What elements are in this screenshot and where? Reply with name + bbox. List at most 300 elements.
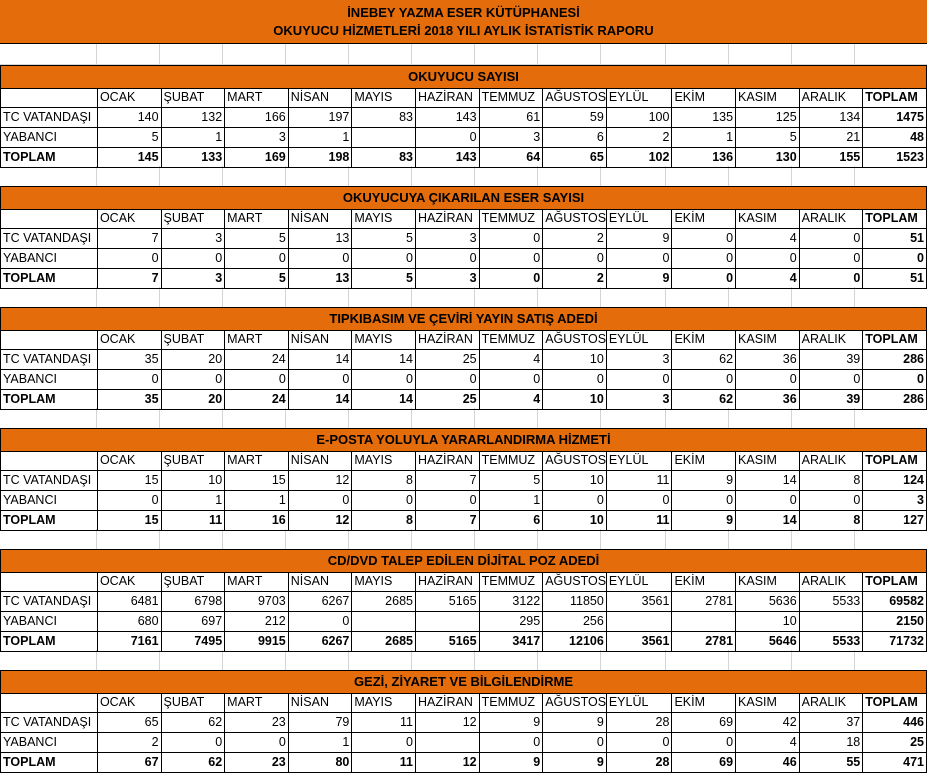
value-cell: 3 <box>479 128 543 148</box>
value-cell: 25 <box>863 733 927 753</box>
value-cell: 697 <box>161 612 225 632</box>
column-header: KASIM <box>736 572 800 592</box>
value-cell: 21 <box>799 128 863 148</box>
value-cell: 5 <box>352 269 416 289</box>
value-cell: 7495 <box>161 632 225 652</box>
value-cell: 286 <box>863 350 927 370</box>
column-header: NİSAN <box>288 451 352 471</box>
corner-cell <box>1 572 98 592</box>
value-cell: 0 <box>225 249 289 269</box>
value-cell: 9 <box>606 229 672 249</box>
value-cell: 14 <box>288 390 352 410</box>
value-cell: 3 <box>606 350 672 370</box>
column-header: ARALIK <box>799 330 863 350</box>
value-cell: 25 <box>415 390 479 410</box>
column-header: HAZİRAN <box>415 88 479 108</box>
value-cell: 8 <box>352 471 416 491</box>
value-cell: 100 <box>606 108 672 128</box>
value-cell: 2685 <box>352 632 416 652</box>
column-header: ŞUBAT <box>161 693 225 713</box>
row-label: TOPLAM <box>1 269 98 289</box>
value-cell: 14 <box>288 350 352 370</box>
value-cell: 143 <box>415 108 479 128</box>
value-cell: 0 <box>97 249 161 269</box>
value-cell: 0 <box>672 249 736 269</box>
column-header: EYLÜL <box>606 451 672 471</box>
value-cell: 20 <box>161 390 225 410</box>
value-cell: 4 <box>479 350 543 370</box>
value-cell: 80 <box>288 753 352 773</box>
value-cell: 140 <box>97 108 161 128</box>
table-row <box>1 370 927 390</box>
value-cell: 59 <box>543 108 607 128</box>
value-cell: 28 <box>606 713 672 733</box>
row-label: TOPLAM <box>1 511 98 531</box>
row-label: TOPLAM <box>1 632 98 652</box>
value-cell: 7161 <box>97 632 161 652</box>
value-cell: 9 <box>543 753 607 773</box>
value-cell: 0 <box>225 370 289 390</box>
value-cell: 0 <box>415 491 479 511</box>
value-cell: 102 <box>606 148 672 168</box>
value-cell: 10 <box>543 350 607 370</box>
value-cell: 11850 <box>543 592 607 612</box>
value-cell: 0 <box>288 249 352 269</box>
value-cell: 10 <box>543 390 607 410</box>
value-cell: 3 <box>606 390 672 410</box>
value-cell: 10 <box>543 511 607 531</box>
value-cell: 1 <box>225 491 289 511</box>
column-header: MART <box>225 330 289 350</box>
value-cell: 62 <box>672 350 736 370</box>
spacer-row <box>0 650 927 671</box>
value-cell: 0 <box>479 269 543 289</box>
column-header: ŞUBAT <box>161 88 225 108</box>
value-cell: 1523 <box>863 148 927 168</box>
value-cell: 0 <box>672 370 736 390</box>
spacer-row <box>0 408 927 429</box>
row-label: YABANCI <box>1 491 98 511</box>
row-label: TC VATANDAŞI <box>1 229 98 249</box>
value-cell: 3 <box>415 229 479 249</box>
value-cell: 12 <box>288 471 352 491</box>
value-cell <box>415 612 479 632</box>
column-header: MART <box>225 88 289 108</box>
value-cell: 1 <box>288 128 352 148</box>
value-cell: 0 <box>161 249 225 269</box>
value-cell: 16 <box>225 511 289 531</box>
value-cell: 8 <box>799 511 863 531</box>
report-header <box>0 0 927 44</box>
value-cell: 286 <box>863 390 927 410</box>
value-cell: 0 <box>225 733 289 753</box>
column-header: OCAK <box>97 330 161 350</box>
column-header: KASIM <box>736 451 800 471</box>
value-cell: 69 <box>672 713 736 733</box>
row-label: YABANCI <box>1 249 98 269</box>
corner-cell <box>1 88 98 108</box>
value-cell: 51 <box>863 229 927 249</box>
month-header-row <box>1 572 927 592</box>
value-cell: 0 <box>736 249 800 269</box>
column-header: MAYIS <box>352 330 416 350</box>
value-cell: 169 <box>225 148 289 168</box>
column-header: MART <box>225 209 289 229</box>
row-label: TC VATANDAŞI <box>1 713 98 733</box>
value-cell: 61 <box>479 108 543 128</box>
value-cell: 11 <box>606 511 672 531</box>
value-cell <box>352 128 416 148</box>
value-cell: 11 <box>606 471 672 491</box>
row-label: YABANCI <box>1 612 98 632</box>
value-cell: 2781 <box>672 632 736 652</box>
value-cell: 0 <box>479 249 543 269</box>
value-cell: 5 <box>225 269 289 289</box>
value-cell: 42 <box>736 713 800 733</box>
column-header: HAZİRAN <box>415 209 479 229</box>
row-label: TC VATANDAŞI <box>1 350 98 370</box>
corner-cell <box>1 693 98 713</box>
value-cell: 36 <box>736 350 800 370</box>
spacer-row <box>0 44 927 65</box>
column-header: AĞUSTOS <box>543 330 607 350</box>
value-cell: 35 <box>97 350 161 370</box>
value-cell: 37 <box>799 713 863 733</box>
column-header: HAZİRAN <box>415 693 479 713</box>
value-cell: 14 <box>736 511 800 531</box>
value-cell: 2781 <box>672 592 736 612</box>
value-cell: 11 <box>352 753 416 773</box>
column-header: EKİM <box>672 451 736 471</box>
value-cell: 10 <box>161 471 225 491</box>
value-cell: 1 <box>161 128 225 148</box>
column-header: TOPLAM <box>863 330 927 350</box>
value-cell: 2685 <box>352 592 416 612</box>
value-cell: 6798 <box>161 592 225 612</box>
value-cell <box>672 612 736 632</box>
value-cell: 25 <box>415 350 479 370</box>
column-header: TEMMUZ <box>479 572 543 592</box>
value-cell: 0 <box>415 128 479 148</box>
column-header: MART <box>225 572 289 592</box>
value-cell: 9 <box>672 471 736 491</box>
value-cell: 0 <box>799 229 863 249</box>
value-cell: 3 <box>863 491 927 511</box>
stats-table <box>0 330 927 410</box>
value-cell: 0 <box>736 370 800 390</box>
table-row <box>1 148 927 168</box>
column-header: ARALIK <box>799 209 863 229</box>
value-cell: 7 <box>97 269 161 289</box>
column-header: TOPLAM <box>863 693 927 713</box>
spacer-row <box>0 166 927 187</box>
column-header: ARALIK <box>799 88 863 108</box>
column-header: TOPLAM <box>863 88 927 108</box>
value-cell: 39 <box>799 390 863 410</box>
table-row <box>1 713 927 733</box>
column-header: TOPLAM <box>863 572 927 592</box>
value-cell: 135 <box>672 108 736 128</box>
spacer-row <box>0 287 927 308</box>
value-cell: 6267 <box>288 592 352 612</box>
month-header-row <box>1 209 927 229</box>
value-cell: 2 <box>543 229 607 249</box>
corner-cell <box>1 451 98 471</box>
value-cell: 3122 <box>479 592 543 612</box>
column-header: ARALIK <box>799 693 863 713</box>
column-header: EKİM <box>672 330 736 350</box>
value-cell: 12 <box>288 511 352 531</box>
table-row <box>1 128 927 148</box>
column-header: TEMMUZ <box>479 451 543 471</box>
value-cell: 6 <box>479 511 543 531</box>
column-header: ŞUBAT <box>161 572 225 592</box>
value-cell: 3 <box>161 229 225 249</box>
column-header: MART <box>225 451 289 471</box>
value-cell: 9 <box>543 713 607 733</box>
value-cell: 197 <box>288 108 352 128</box>
corner-cell <box>1 209 98 229</box>
table-row <box>1 632 927 652</box>
value-cell: 5636 <box>736 592 800 612</box>
value-cell: 0 <box>415 370 479 390</box>
value-cell: 79 <box>288 713 352 733</box>
value-cell: 18 <box>799 733 863 753</box>
value-cell: 0 <box>606 733 672 753</box>
column-header: MAYIS <box>352 451 416 471</box>
value-cell: 1475 <box>863 108 927 128</box>
value-cell: 0 <box>479 370 543 390</box>
section-title: GEZİ, ZİYARET VE BİLGİLENDİRME <box>0 670 927 694</box>
value-cell: 133 <box>161 148 225 168</box>
value-cell: 83 <box>352 148 416 168</box>
value-cell: 7 <box>415 471 479 491</box>
section-title: OKUYUCUYA ÇIKARILAN ESER SAYISI <box>0 186 927 210</box>
value-cell: 0 <box>543 370 607 390</box>
stats-table <box>0 209 927 289</box>
table-row <box>1 350 927 370</box>
column-header: TEMMUZ <box>479 330 543 350</box>
value-cell: 5533 <box>799 592 863 612</box>
value-cell: 6 <box>543 128 607 148</box>
value-cell: 24 <box>225 350 289 370</box>
table-row <box>1 269 927 289</box>
column-header: MAYIS <box>352 693 416 713</box>
column-header: KASIM <box>736 209 800 229</box>
value-cell: 83 <box>352 108 416 128</box>
value-cell <box>799 612 863 632</box>
value-cell: 0 <box>672 733 736 753</box>
table-row <box>1 108 927 128</box>
value-cell: 4 <box>736 269 800 289</box>
month-header-row <box>1 330 927 350</box>
row-label: TC VATANDAŞI <box>1 592 98 612</box>
value-cell: 5165 <box>415 632 479 652</box>
column-header: KASIM <box>736 330 800 350</box>
value-cell: 14 <box>736 471 800 491</box>
column-header: ŞUBAT <box>161 209 225 229</box>
column-header: AĞUSTOS <box>543 451 607 471</box>
value-cell: 5 <box>352 229 416 249</box>
column-header: TEMMUZ <box>479 209 543 229</box>
value-cell: 5 <box>97 128 161 148</box>
value-cell: 1 <box>672 128 736 148</box>
value-cell: 9 <box>606 269 672 289</box>
column-header: MAYIS <box>352 572 416 592</box>
value-cell: 0 <box>352 491 416 511</box>
column-header: MAYIS <box>352 88 416 108</box>
month-header-row <box>1 693 927 713</box>
value-cell: 124 <box>863 471 927 491</box>
value-cell: 24 <box>225 390 289 410</box>
value-cell: 0 <box>799 491 863 511</box>
value-cell: 136 <box>672 148 736 168</box>
table-row <box>1 753 927 773</box>
section-title: TIPKIBASIM VE ÇEVİRİ YAYIN SATIŞ ADEDİ <box>0 307 927 331</box>
column-header: OCAK <box>97 209 161 229</box>
table-row <box>1 612 927 632</box>
column-header: OCAK <box>97 693 161 713</box>
month-header-row <box>1 88 927 108</box>
value-cell: 9 <box>672 511 736 531</box>
row-label: TC VATANDAŞI <box>1 108 98 128</box>
value-cell: 9703 <box>225 592 289 612</box>
column-header: NİSAN <box>288 330 352 350</box>
value-cell: 23 <box>225 753 289 773</box>
column-header: HAZİRAN <box>415 451 479 471</box>
value-cell: 35 <box>97 390 161 410</box>
row-label: TC VATANDAŞI <box>1 471 98 491</box>
stats-table <box>0 451 927 531</box>
section-title: CD/DVD TALEP EDİLEN DİJİTAL POZ ADEDİ <box>0 549 927 573</box>
value-cell: 134 <box>799 108 863 128</box>
value-cell: 7 <box>97 229 161 249</box>
value-cell: 3561 <box>606 632 672 652</box>
report-title: OKUYUCU HİZMETLERİ 2018 YILI AYLIK İSTATİSTİK RAPORU <box>273 23 654 38</box>
value-cell: 15 <box>97 471 161 491</box>
stats-table <box>0 88 927 168</box>
value-cell: 0 <box>288 370 352 390</box>
value-cell: 130 <box>736 148 800 168</box>
value-cell: 680 <box>97 612 161 632</box>
value-cell: 2 <box>606 128 672 148</box>
value-cell: 9 <box>479 713 543 733</box>
value-cell: 7 <box>415 511 479 531</box>
row-label: TOPLAM <box>1 753 98 773</box>
column-header: TOPLAM <box>863 451 927 471</box>
value-cell: 11 <box>161 511 225 531</box>
column-header: ŞUBAT <box>161 330 225 350</box>
value-cell: 0 <box>161 370 225 390</box>
column-header: EKİM <box>672 572 736 592</box>
value-cell: 12 <box>415 753 479 773</box>
value-cell: 2150 <box>863 612 927 632</box>
column-header: NİSAN <box>288 693 352 713</box>
row-label: YABANCI <box>1 128 98 148</box>
value-cell: 471 <box>863 753 927 773</box>
value-cell: 15 <box>97 511 161 531</box>
value-cell: 1 <box>288 733 352 753</box>
column-header: EYLÜL <box>606 88 672 108</box>
value-cell: 10 <box>543 471 607 491</box>
value-cell: 0 <box>352 733 416 753</box>
table-row <box>1 511 927 531</box>
value-cell: 4 <box>736 229 800 249</box>
value-cell: 23 <box>225 713 289 733</box>
value-cell: 5 <box>479 471 543 491</box>
value-cell: 0 <box>543 249 607 269</box>
value-cell: 14 <box>352 350 416 370</box>
library-title: İNEBEY YAZMA ESER KÜTÜPHANESİ <box>347 5 580 20</box>
value-cell: 6267 <box>288 632 352 652</box>
section-title: E-POSTA YOLUYLA YARARLANDIRMA HİZMETİ <box>0 428 927 452</box>
table-row <box>1 471 927 491</box>
value-cell <box>606 612 672 632</box>
value-cell: 62 <box>672 390 736 410</box>
row-label: YABANCI <box>1 370 98 390</box>
column-header: ŞUBAT <box>161 451 225 471</box>
value-cell: 0 <box>606 249 672 269</box>
month-header-row <box>1 451 927 471</box>
value-cell: 0 <box>606 370 672 390</box>
value-cell: 12 <box>415 713 479 733</box>
value-cell: 127 <box>863 511 927 531</box>
value-cell: 10 <box>736 612 800 632</box>
value-cell: 295 <box>479 612 543 632</box>
value-cell: 145 <box>97 148 161 168</box>
value-cell: 5 <box>225 229 289 249</box>
value-cell: 55 <box>799 753 863 773</box>
value-cell: 0 <box>672 269 736 289</box>
value-cell: 62 <box>161 753 225 773</box>
table-row <box>1 733 927 753</box>
value-cell: 39 <box>799 350 863 370</box>
column-header: HAZİRAN <box>415 330 479 350</box>
column-header: TEMMUZ <box>479 693 543 713</box>
column-header: AĞUSTOS <box>543 572 607 592</box>
value-cell: 65 <box>543 148 607 168</box>
column-header: NİSAN <box>288 572 352 592</box>
column-header: AĞUSTOS <box>543 693 607 713</box>
value-cell: 15 <box>225 471 289 491</box>
value-cell: 3561 <box>606 592 672 612</box>
value-cell: 1 <box>479 491 543 511</box>
column-header: EYLÜL <box>606 209 672 229</box>
value-cell: 5646 <box>736 632 800 652</box>
value-cell: 0 <box>799 249 863 269</box>
value-cell: 0 <box>799 269 863 289</box>
value-cell: 0 <box>606 491 672 511</box>
value-cell: 51 <box>863 269 927 289</box>
value-cell: 0 <box>161 733 225 753</box>
column-header: TOPLAM <box>863 209 927 229</box>
table-row <box>1 229 927 249</box>
value-cell: 13 <box>288 229 352 249</box>
value-cell: 3417 <box>479 632 543 652</box>
section-title: OKUYUCU SAYISI <box>0 65 927 89</box>
table-row <box>1 491 927 511</box>
value-cell: 0 <box>543 733 607 753</box>
value-cell: 11 <box>352 713 416 733</box>
column-header: EYLÜL <box>606 693 672 713</box>
column-header: AĞUSTOS <box>543 209 607 229</box>
value-cell: 4 <box>479 390 543 410</box>
value-cell: 69 <box>672 753 736 773</box>
value-cell: 212 <box>225 612 289 632</box>
value-cell: 0 <box>479 733 543 753</box>
value-cell: 0 <box>97 370 161 390</box>
value-cell: 0 <box>352 249 416 269</box>
